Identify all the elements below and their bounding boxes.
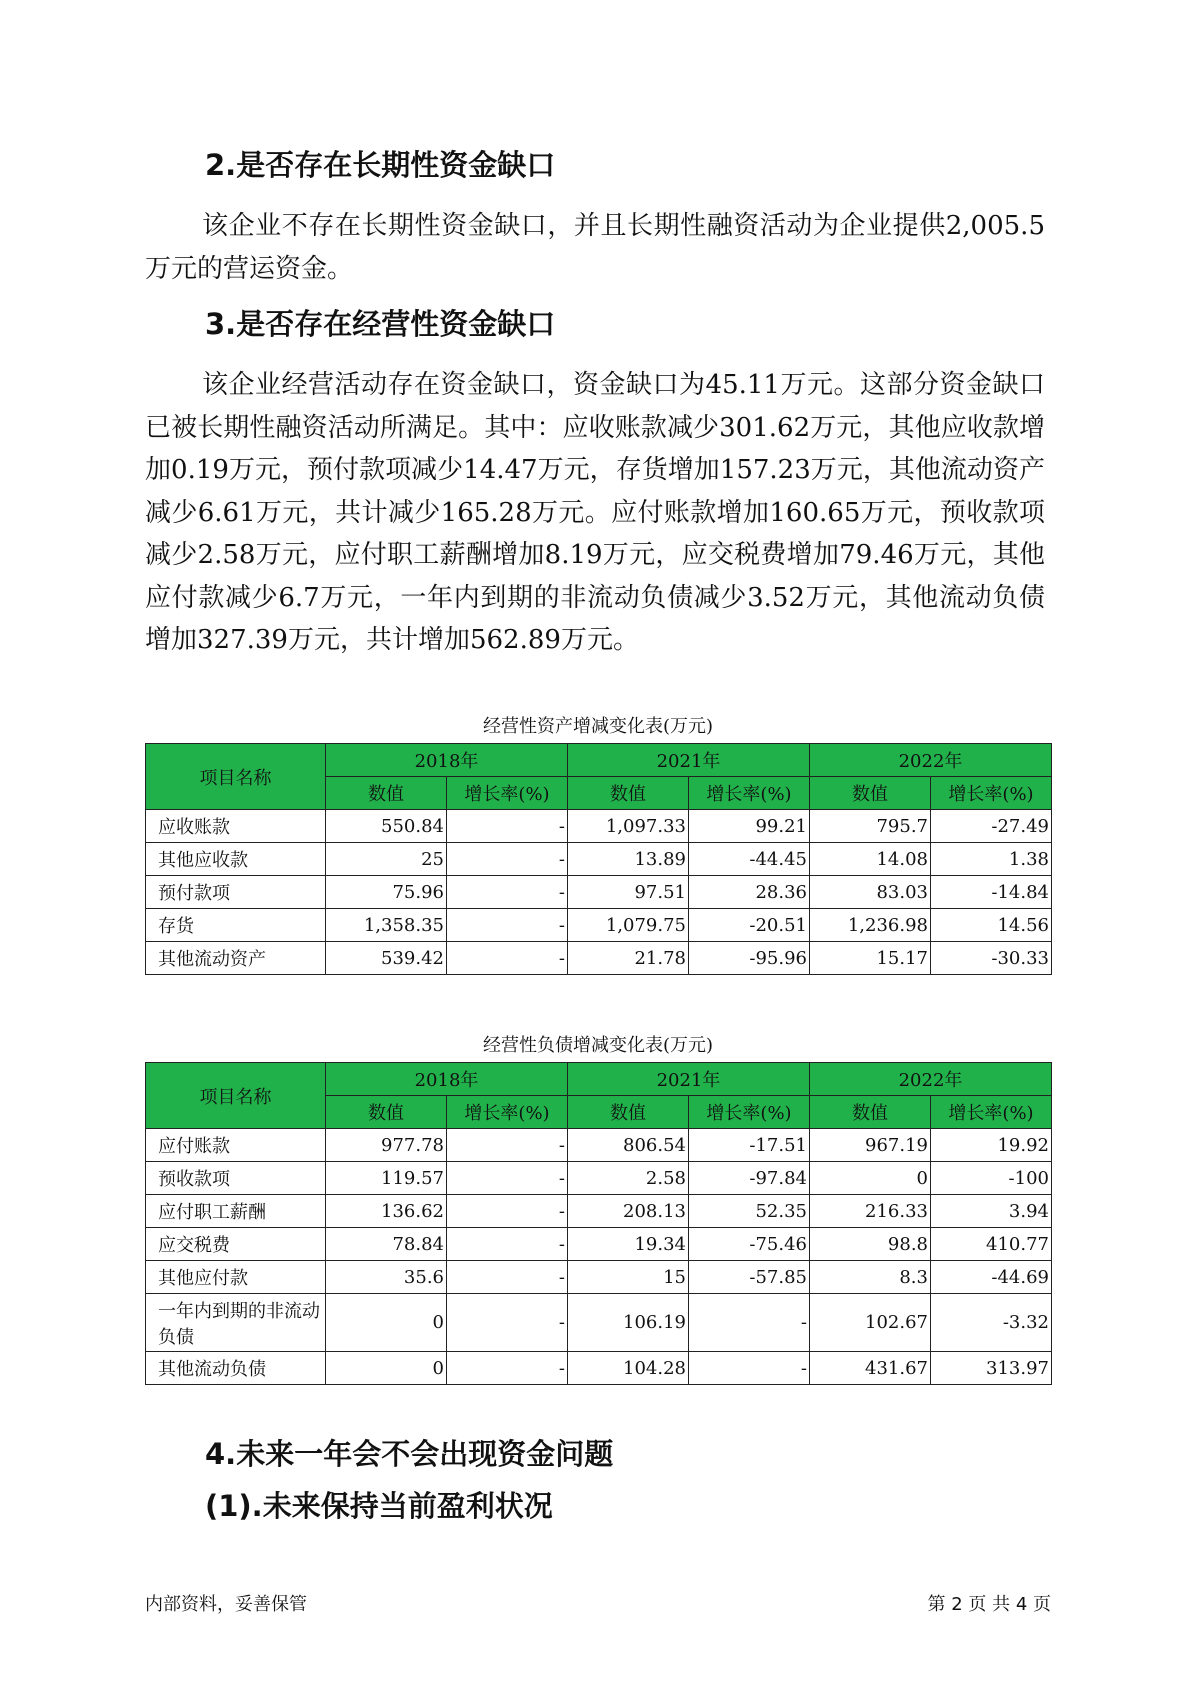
liability-year-header: 2021年: [568, 1063, 810, 1096]
liability-value-cell: 102.67: [810, 1294, 931, 1352]
liability-value-cell: -: [689, 1294, 810, 1352]
asset-value-cell: -95.96: [689, 942, 810, 975]
liability-row: [146, 1352, 1052, 1385]
asset-value-cell: -27.49: [931, 810, 1052, 843]
asset-value-cell: 13.89: [568, 843, 689, 876]
liability-table-body: [146, 1129, 1052, 1385]
asset-value-cell: -14.84: [931, 876, 1052, 909]
liability-value-cell: -: [447, 1195, 568, 1228]
liability-row: [146, 1162, 1052, 1195]
asset-subheader: 数值: [568, 777, 689, 810]
asset-subheader: 增长率(%): [931, 777, 1052, 810]
liability-value-cell: 119.57: [326, 1162, 447, 1195]
liability-subheader: 数值: [326, 1096, 447, 1129]
asset-table-caption: 经营性资产增减变化表(万元): [482, 716, 714, 737]
asset-value-cell: 539.42: [326, 942, 447, 975]
liability-value-cell: 136.62: [326, 1195, 447, 1228]
liability-row: [146, 1261, 1052, 1294]
asset-value-cell: -: [447, 843, 568, 876]
asset-value-cell: 1,358.35: [326, 909, 447, 942]
liability-subheader: 数值: [568, 1096, 689, 1129]
liability-row: [146, 1228, 1052, 1261]
asset-value-cell: 14.08: [810, 843, 931, 876]
asset-table-body: [146, 810, 1052, 975]
asset-value-cell: -: [447, 876, 568, 909]
asset-subheader: 数值: [810, 777, 931, 810]
asset-item-cell: 应收账款: [146, 810, 326, 843]
asset-value-cell: 97.51: [568, 876, 689, 909]
liability-value-cell: 8.3: [810, 1261, 931, 1294]
asset-value-cell: 99.21: [689, 810, 810, 843]
asset-subheader: 增长率(%): [447, 777, 568, 810]
liability-value-cell: -44.69: [931, 1261, 1052, 1294]
asset-row: [146, 843, 1052, 876]
liability-value-cell: 2.58: [568, 1162, 689, 1195]
liability-value-cell: -: [447, 1294, 568, 1352]
liability-item-cell: 应交税费: [146, 1228, 326, 1261]
liability-table-caption: 经营性负债增减变化表(万元): [482, 1035, 714, 1056]
liability-item-cell: 应付账款: [146, 1129, 326, 1162]
liability-year-header: 2022年: [810, 1063, 1052, 1096]
liability-value-cell: -57.85: [689, 1261, 810, 1294]
liability-value-cell: 52.35: [689, 1195, 810, 1228]
section-4-heading: 4.未来一年会不会出现资金问题: [205, 1437, 614, 1471]
asset-value-cell: -: [447, 942, 568, 975]
liability-value-cell: 106.19: [568, 1294, 689, 1352]
liability-value-cell: 0: [326, 1294, 447, 1352]
asset-value-cell: 75.96: [326, 876, 447, 909]
liability-value-cell: 208.13: [568, 1195, 689, 1228]
asset-value-cell: -: [447, 810, 568, 843]
asset-year-header: 2021年: [568, 744, 810, 777]
liability-value-cell: 806.54: [568, 1129, 689, 1162]
liability-item-cell: 一年内到期的非流动负债: [146, 1294, 326, 1352]
asset-item-header: 项目名称: [146, 744, 326, 810]
asset-item-cell: 存货: [146, 909, 326, 942]
asset-value-cell: -: [447, 909, 568, 942]
asset-item-cell: 其他应收款: [146, 843, 326, 876]
liability-value-cell: 431.67: [810, 1352, 931, 1385]
asset-row: [146, 876, 1052, 909]
liability-value-cell: -100: [931, 1162, 1052, 1195]
liability-value-cell: 15: [568, 1261, 689, 1294]
asset-year-header: 2018年: [326, 744, 568, 777]
liability-value-cell: -: [689, 1352, 810, 1385]
liability-subheader: 增长率(%): [689, 1096, 810, 1129]
liability-value-cell: -: [447, 1129, 568, 1162]
liability-value-cell: 3.94: [931, 1195, 1052, 1228]
liability-value-cell: -75.46: [689, 1228, 810, 1261]
asset-subheader: 数值: [326, 777, 447, 810]
asset-value-cell: 1,079.75: [568, 909, 689, 942]
liability-value-cell: -: [447, 1352, 568, 1385]
liability-year-header: 2018年: [326, 1063, 568, 1096]
liability-value-cell: -3.32: [931, 1294, 1052, 1352]
liability-value-cell: 19.92: [931, 1129, 1052, 1162]
asset-item-cell: 预付款项: [146, 876, 326, 909]
asset-value-cell: 1.38: [931, 843, 1052, 876]
liability-value-cell: 313.97: [931, 1352, 1052, 1385]
section-3-heading: 3.是否存在经营性资金缺口: [205, 307, 556, 341]
liability-value-cell: -17.51: [689, 1129, 810, 1162]
asset-value-cell: 1,236.98: [810, 909, 931, 942]
asset-row: [146, 810, 1052, 843]
liability-value-cell: -: [447, 1228, 568, 1261]
section-2-paragraph: 该企业不存在长期性资金缺口，并且长期性融资活动为企业提供2,005.5万元的营运资金。: [145, 211, 1045, 284]
liability-row: [146, 1129, 1052, 1162]
asset-subheader: 增长率(%): [689, 777, 810, 810]
liability-item-cell: 应付职工薪酬: [146, 1195, 326, 1228]
asset-row: [146, 942, 1052, 975]
liability-value-cell: 78.84: [326, 1228, 447, 1261]
liability-value-cell: 19.34: [568, 1228, 689, 1261]
liability-row: [146, 1294, 1052, 1352]
liability-item-cell: 其他流动负债: [146, 1352, 326, 1385]
asset-value-cell: 25: [326, 843, 447, 876]
asset-value-cell: 83.03: [810, 876, 931, 909]
footer-confidential-note: 内部资料，妥善保管: [145, 1594, 307, 1615]
asset-value-cell: 15.17: [810, 942, 931, 975]
liability-value-cell: 35.6: [326, 1261, 447, 1294]
section-4-subheading: (1).未来保持当前盈利状况: [205, 1489, 553, 1523]
liability-item-cell: 预收款项: [146, 1162, 326, 1195]
liability-row: [146, 1195, 1052, 1228]
liability-value-cell: 410.77: [931, 1228, 1052, 1261]
liability-item-cell: 其他应付款: [146, 1261, 326, 1294]
asset-year-header: 2022年: [810, 744, 1052, 777]
liability-table: [145, 1062, 1052, 1385]
asset-row: [146, 909, 1052, 942]
liability-value-cell: 216.33: [810, 1195, 931, 1228]
asset-value-cell: -30.33: [931, 942, 1052, 975]
section-3-paragraph: 该企业经营活动存在资金缺口，资金缺口为45.11万元。这部分资金缺口已被长期性融资活动所满足。其中：应收账款减少301.62万元，其他应收款增加0.19万元，预付款项减少14.47万元，存货增加157.23万元，其他流动资产减少6.61万元，共计减少165.28万元。应付账款增加160.65万元，预收款项减少2.58万元，应付职工薪酬增加8.19万元，应交税费增加79.46万元，其他应付款减少6.7万元，一年内到期的非流动负债减少3.52万元，其他流动负债增加327.39万元，共计增加562.89万元。: [145, 370, 1045, 655]
asset-value-cell: 21.78: [568, 942, 689, 975]
liability-value-cell: 0: [810, 1162, 931, 1195]
liability-value-cell: 977.78: [326, 1129, 447, 1162]
asset-value-cell: 1,097.33: [568, 810, 689, 843]
liability-item-header: 项目名称: [146, 1063, 326, 1129]
liability-value-cell: -: [447, 1162, 568, 1195]
asset-value-cell: 550.84: [326, 810, 447, 843]
liability-value-cell: 0: [326, 1352, 447, 1385]
liability-value-cell: 98.8: [810, 1228, 931, 1261]
liability-subheader: 增长率(%): [447, 1096, 568, 1129]
footer-page-number: 第 2 页 共 4 页: [927, 1594, 1051, 1615]
asset-value-cell: 28.36: [689, 876, 810, 909]
asset-value-cell: 795.7: [810, 810, 931, 843]
liability-value-cell: 967.19: [810, 1129, 931, 1162]
section-2-heading: 2.是否存在长期性资金缺口: [205, 148, 556, 182]
liability-subheader: 增长率(%): [931, 1096, 1052, 1129]
liability-value-cell: -97.84: [689, 1162, 810, 1195]
asset-table: [145, 743, 1052, 975]
liability-value-cell: -: [447, 1261, 568, 1294]
asset-value-cell: -44.45: [689, 843, 810, 876]
asset-item-cell: 其他流动资产: [146, 942, 326, 975]
liability-value-cell: 104.28: [568, 1352, 689, 1385]
asset-value-cell: 14.56: [931, 909, 1052, 942]
asset-value-cell: -20.51: [689, 909, 810, 942]
liability-subheader: 数值: [810, 1096, 931, 1129]
